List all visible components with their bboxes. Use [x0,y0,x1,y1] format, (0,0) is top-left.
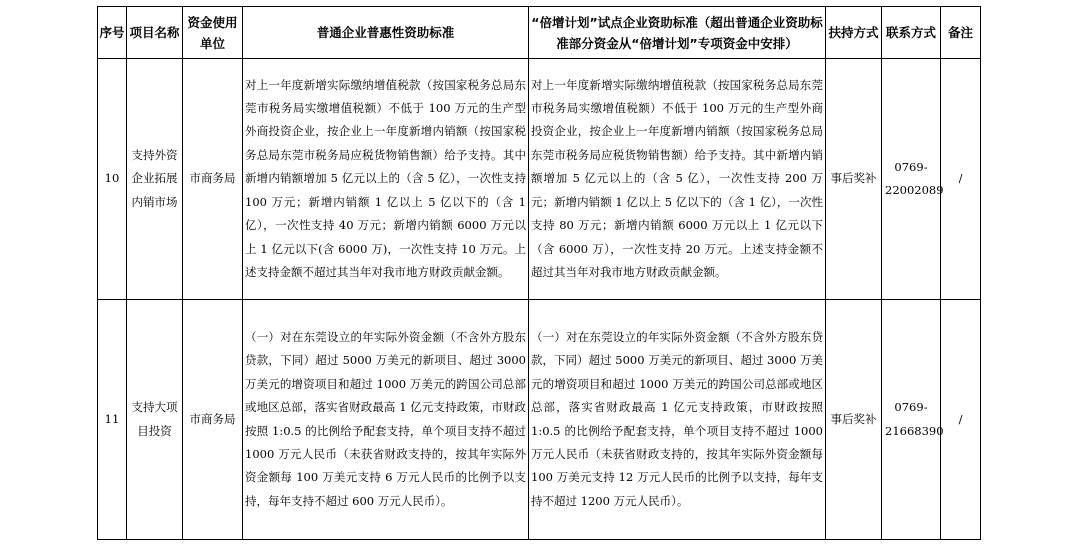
cell-project: 支持大项目投资 [127,300,183,540]
cell-project: 支持外资企业拓展内销市场 [127,59,183,300]
cell-unit: 市商务局 [183,300,243,540]
header-plan-standard: “倍增计划”试点企业资助标准（超出普通企业资助标准部分资金从“倍增计划”专项资金中安排） [529,7,826,59]
cell-contact: 0769-21668390 [882,300,941,540]
header-seq: 序号 [98,7,127,59]
header-standard: 普通企业普惠性资助标准 [243,7,529,59]
header-remark: 备注 [941,7,981,59]
cell-plan-standard: （一）对在东莞设立的年实际外资金额（不含外方股东贷款，下同）超过 5000 万美元的新项目、超过 3000 万美元的增资项目和超过 1000 万美元的跨国公司总部或地区总部，落实省财政最高 1 亿元支持政策，市财政按照 1:0.5 的比例给予配套支持，单个项目支持不超过 1000 万元人民币（未获省财政支持的，按其年实际外资金额每 100 万美元支持 12 万元人民币的比例予以支持，每年支持不超过 1200 万元人民币）。 [529,300,826,540]
header-unit: 资金使用单位 [183,7,243,59]
cell-standard: （一）对在东莞设立的年实际外资金额（不含外方股东贷款，下同）超过 5000 万美元的新项目、超过 3000 万美元的增资项目和超过 1000 万美元的跨国公司总部或地区总部，落实省财政最高 1 亿元支持政策，市财政按照 1:0.5 的比例给予配套支持，单个项目支持不超过 1000 万元人民币（未获省财政支持的，按其年实际外资金额每 100 万美元支持 6 万元人民币的比例予以支持，每年支持不超过 600 万元人民币）。 [243,300,529,540]
cell-unit: 市商务局 [183,59,243,300]
cell-standard: 对上一年度新增实际缴纳增值税款（按国家税务总局东莞市税务局实缴增值税额）不低于 100 万元的生产型外商投资企业，按企业上一年度新增内销额（按国家税务总局东莞市税务局应税货物销售额）给予支持。其中新增内销额增加 5 亿元以上的（含 5 亿），一次性支持 100 万元；新增内销额 1 亿以上 5 亿以下的（含 1 亿），一次性支持 40 万元；新增内销额 6000 万元以上 1 亿元以下(含 6000 万)，一次性支持 10 万元。上述支持金额不超过其当年对我市地方财政贡献金额。 [243,59,529,300]
cell-seq: 11 [98,300,127,540]
table-header-row [98,7,981,59]
header-contact: 联系方式 [882,7,941,59]
cell-method: 事后奖补 [826,300,882,540]
subsidy-table [97,6,981,540]
cell-remark: / [941,300,981,540]
cell-method: 事后奖补 [826,59,882,300]
table-row [98,59,981,300]
cell-remark: / [941,59,981,300]
cell-seq: 10 [98,59,127,300]
cell-contact: 0769-22002089 [882,59,941,300]
cell-plan-standard: 对上一年度新增实际缴纳增值税款（按国家税务总局东莞市税务局实缴增值税额）不低于 100 万元的生产型外商投资企业，按企业上一年度新增内销额（按国家税务总局东莞市税务局应税货物销售额）给予支持。其中新增内销额增加 5 亿元以上的（含 5 亿），一次性支持 200 万元；新增内销额 1 亿以上 5 亿以下的（含 1 亿），一次性支持 80 万元；新增内销额 6000 万元以上 1 亿元以下（含 6000 万），一次性支持 20 万元。上述支持金额不超过其当年对我市地方财政贡献金额。 [529,59,826,300]
header-method: 扶持方式 [826,7,882,59]
header-project: 项目名称 [127,7,183,59]
table-row [98,300,981,540]
